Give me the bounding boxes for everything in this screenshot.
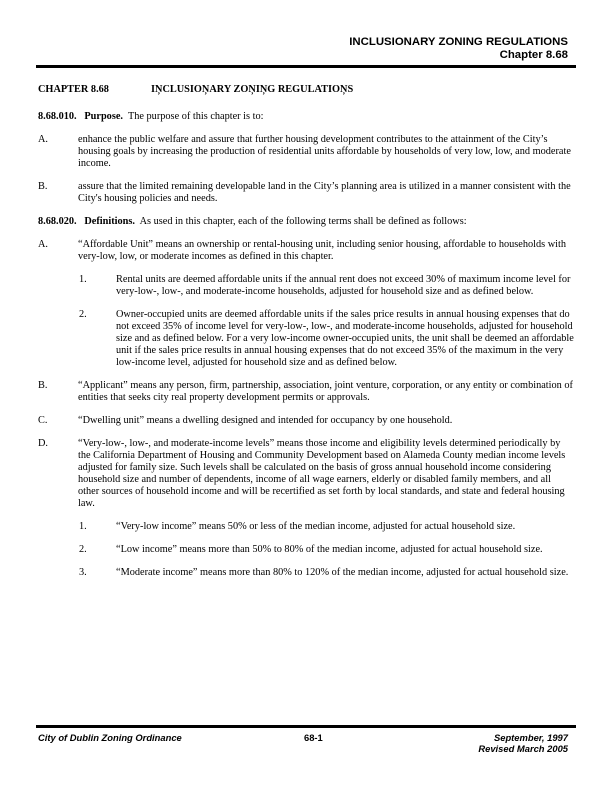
item-text: “Dwelling unit” means a dwelling designed and intended for occupancy by one household. — [78, 415, 453, 426]
running-header — [349, 36, 568, 62]
chapter-label: CHAPTER 8.68 — [38, 84, 109, 95]
sub-item-text: Rental units are deemed affordable units if the annual rent does not exceed 30% of maximum income level for very-low-, low-, and moderate-income households, adjusted for household size and as defined below. — [116, 274, 571, 297]
sub-item-label: 2. — [79, 544, 87, 555]
list-item — [38, 134, 574, 170]
item-text: “Affordable Unit” means an ownership or rental-housing unit, including senior housing, affordable to households with very-low, low, or moderate incomes as defined in this chapter. — [78, 239, 567, 262]
footer-left: City of Dublin Zoning Ordinance — [38, 732, 182, 743]
sub-item — [38, 521, 574, 533]
definition-affordable-unit — [38, 239, 574, 263]
sub-item-text: Owner-occupied units are deemed affordable units if the sales price results in annual housing expenses that do not exceed 35% of income level for very-low-, low-, and moderate-income households, adjusted for household size and as defined below. For a very low-income owner-occupied units, the unit shall be deemed an affordable unit if the sales price results in annual housing expenses that do not exceed 35% of the maximum in the very low-income level, adjusted for household size and as defined below. — [116, 309, 574, 368]
page-number: 68-1 — [304, 732, 323, 743]
section-intro: The purpose of this chapter is to: — [127, 111, 264, 122]
item-label: D. — [38, 438, 49, 449]
sub-item-text: “Low income” means more than 50% to 80% of the median income, adjusted for actual household size. — [116, 544, 543, 555]
sub-item-label: 1. — [79, 274, 87, 285]
section-name: Purpose. — [84, 111, 123, 122]
sub-item-label: 3. — [79, 567, 87, 578]
sub-item-label: 1. — [79, 521, 87, 532]
definition-dwelling-unit — [38, 415, 574, 427]
page-body — [38, 78, 574, 590]
list-item — [38, 181, 574, 205]
item-label: A. — [38, 134, 49, 145]
section-010-heading — [38, 111, 574, 123]
header-title: INCLUSIONARY ZONING REGULATIONS — [349, 36, 568, 48]
section-020-heading — [38, 216, 574, 228]
header-chapter: Chapter 8.68 — [499, 49, 568, 61]
footer-rule — [36, 725, 576, 728]
section-number: 8.68.020. — [38, 216, 77, 227]
item-label: C. — [38, 415, 48, 426]
footer-revised: Revised March 2005 — [478, 743, 568, 754]
item-label: B. — [38, 380, 48, 391]
sub-item-text: “Very-low income” means 50% or less of the median income, adjusted for actual household size. — [116, 521, 516, 532]
item-text: “Applicant” means any person, firm, partnership, association, joint venture, corporation, or any entity or combination of entities that seeks city real property development permits or approvals. — [78, 380, 573, 403]
item-text: “Very-low-, low-, and moderate-income levels” means those income and eligibility levels determined periodically by the California Department of Housing and Community Development based on Alameda County median income levels adjusted for family size. Such levels shall be calculated on the basis of gross annual household income considering household size and number of dependents, income of all wage earners, elderly or disabled family members, and all other sources of household income and will be recertified as set forth by local standards, and state and federal housing law. — [78, 438, 566, 509]
item-label: B. — [38, 181, 48, 192]
sub-item — [38, 274, 574, 298]
sub-item — [38, 309, 574, 369]
section-number: 8.68.010. — [38, 111, 77, 122]
sub-item-text: “Moderate income” means more than 80% to 120% of the median income, adjusted for actual household size. — [116, 567, 569, 578]
item-label: A. — [38, 239, 49, 250]
chapter-heading — [38, 84, 574, 96]
sub-item — [38, 567, 574, 579]
item-text: enhance the public welfare and assure that further housing development contributes to the attainment of the City’s housing goals by increasing the production of residential units affordable by households of very low, low, and moderate income. — [78, 134, 571, 169]
header-rule — [36, 65, 576, 68]
definition-applicant — [38, 380, 574, 404]
footer-date: September, 1997 — [493, 732, 568, 743]
section-name: Definitions. — [84, 216, 135, 227]
footer-right — [478, 732, 568, 754]
item-text: assure that the limited remaining developable land in the City’s planning area is utilized in a manner consistent with the City's housing policies and needs. — [78, 181, 571, 204]
chapter-title: IŅCLUSIOŅARY ZOŅIŅG REGULATIOŅS — [151, 84, 354, 95]
definition-income-levels — [38, 438, 574, 510]
sub-item-label: 2. — [79, 309, 87, 320]
section-intro: As used in this chapter, each of the following terms shall be defined as follows: — [139, 216, 467, 227]
sub-item — [38, 544, 574, 556]
